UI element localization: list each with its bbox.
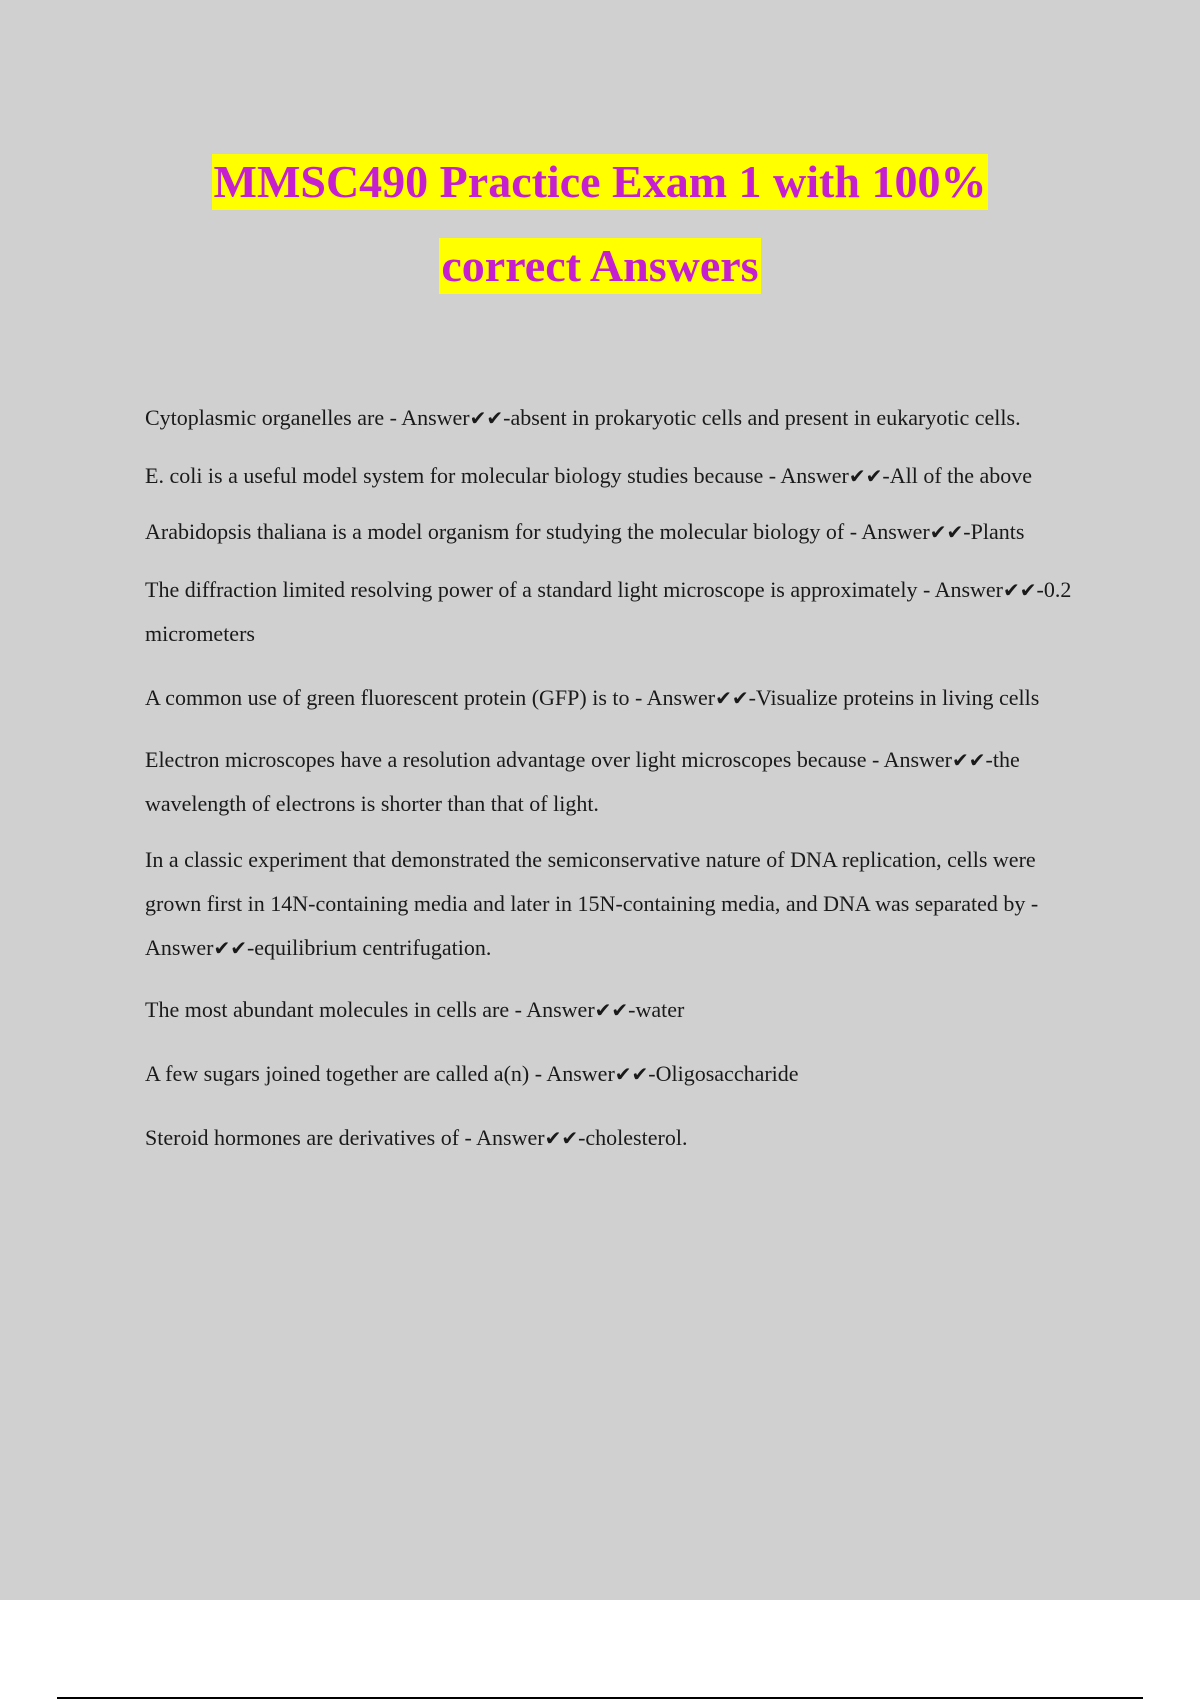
question-item — [145, 988, 1090, 1032]
title-line-1: MMSC490 Practice Exam 1 with 100% — [212, 154, 989, 210]
answer-label: Answer — [861, 519, 930, 544]
answer-text: -All of the above — [882, 463, 1033, 488]
answer-text: -the wavelength of electrons is shorter than that of light. — [145, 747, 1020, 816]
question-text: A common use of green fluorescent protein (GFP) is to - — [145, 685, 647, 710]
check-mark-icon: ✔✔ — [1003, 578, 1037, 602]
check-mark-icon: ✔✔ — [929, 520, 964, 544]
answer-text: -equilibrium centrifugation. — [246, 935, 492, 960]
answer-label: Answer — [145, 935, 214, 960]
footer-divider — [57, 1697, 1143, 1699]
answer-text: -Visualize proteins in living cells — [748, 685, 1040, 710]
answer-text: -0.2 micrometers — [145, 577, 1072, 646]
question-text: In a classic experiment that demonstrated the semiconservative nature of DNA replication, cells were grown first in 14N-containing media and later in 15N-containing media, and DNA was separated by - — [145, 847, 1039, 916]
answer-label: Answer — [646, 685, 716, 710]
check-mark-icon: ✔✔ — [848, 464, 883, 488]
document-title — [0, 140, 1200, 308]
answer-label: Answer — [883, 747, 953, 772]
check-mark-icon: ✔✔ — [213, 936, 247, 960]
question-text: Cytoplasmic organelles are - — [145, 405, 402, 430]
question-item — [145, 1116, 1090, 1160]
answer-label: Answer — [546, 1061, 615, 1086]
question-text: The diffraction limited resolving power of a standard light microscope is approximately - — [145, 577, 935, 602]
question-text: The most abundant molecules in cells are - — [145, 997, 527, 1022]
question-text: Electron microscopes have a resolution advantage over light microscopes because - — [145, 747, 884, 772]
answer-label: Answer — [526, 997, 595, 1022]
check-mark-icon: ✔✔ — [594, 998, 629, 1022]
question-item — [145, 738, 1090, 826]
answer-label: Answer — [476, 1125, 545, 1150]
answer-text: -cholesterol. — [578, 1125, 688, 1150]
answer-text: -water — [628, 997, 685, 1022]
check-mark-icon: ✔✔ — [715, 686, 749, 710]
question-item — [145, 676, 1090, 720]
answer-label: Answer — [401, 405, 470, 430]
answer-text: -Plants — [963, 519, 1025, 544]
question-text: A few sugars joined together are called a(n) - — [145, 1061, 547, 1086]
question-text: E. coli is a useful model system for molecular biology studies because - — [145, 463, 781, 488]
check-mark-icon: ✔✔ — [469, 406, 504, 430]
question-text: Arabidopsis thaliana is a model organism for studying the molecular biology of - — [145, 519, 862, 544]
question-item — [145, 454, 1090, 498]
question-text: Steroid hormones are derivatives of - — [145, 1125, 477, 1150]
check-mark-icon: ✔✔ — [614, 1062, 649, 1086]
answer-label: Answer — [780, 463, 849, 488]
question-item — [145, 396, 1090, 440]
question-item — [145, 838, 1090, 970]
check-mark-icon: ✔✔ — [544, 1126, 579, 1150]
answer-text: -Oligosaccharide — [648, 1061, 799, 1086]
question-item — [145, 568, 1090, 656]
check-mark-icon: ✔✔ — [952, 748, 986, 772]
question-item — [145, 510, 1090, 554]
question-list — [145, 396, 1090, 1160]
question-item — [145, 1052, 1090, 1096]
title-line-2: correct Answers — [439, 238, 760, 294]
answer-label: Answer — [934, 577, 1003, 602]
answer-text: -absent in prokaryotic cells and present in eukaryotic cells. — [503, 405, 1021, 430]
